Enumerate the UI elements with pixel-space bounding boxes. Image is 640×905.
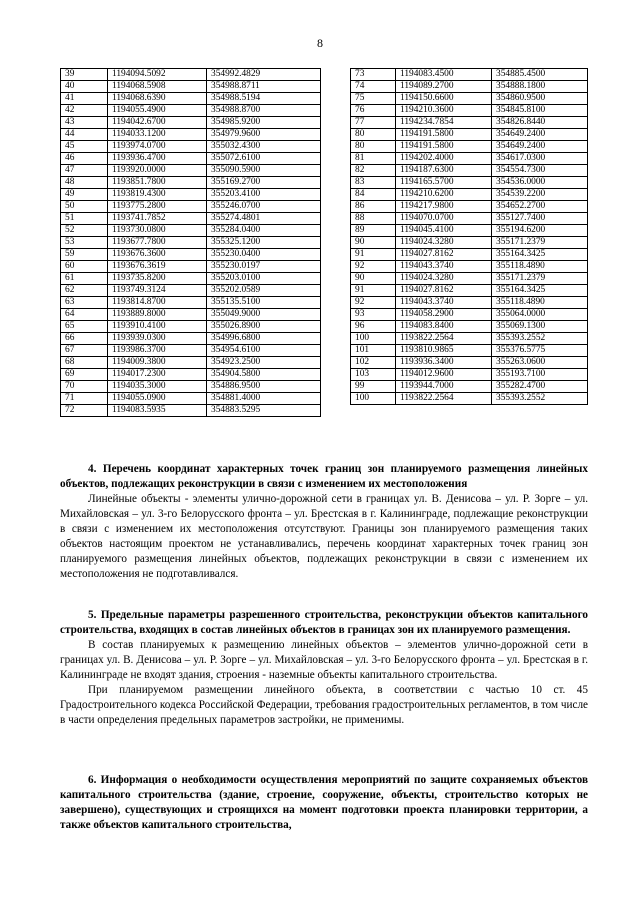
point-number-cell: 90 [351, 237, 396, 249]
table-row [351, 357, 588, 369]
x-coordinate-cell: 1194089.2700 [396, 81, 492, 93]
point-number-cell: 72 [61, 405, 108, 417]
y-coordinate-cell: 355393.2552 [492, 333, 588, 345]
x-coordinate-cell: 1194070.0700 [396, 213, 492, 225]
table-row [351, 165, 588, 177]
x-coordinate-cell: 1194202.4000 [396, 153, 492, 165]
y-coordinate-cell: 355193.7100 [492, 369, 588, 381]
y-coordinate-cell: 354885.4500 [492, 69, 588, 81]
y-coordinate-cell: 354536.0000 [492, 177, 588, 189]
table-row [61, 393, 321, 405]
section-5-body-2: При планируемом размещении линейного объекта, в соответствии с частью 10 ст. 45 Градостроительного кодекса Российской Федерации, требования градостроительных регламентов, в том числе в части определения предельных параметров застройки, не применимы. [60, 684, 588, 726]
table-row [61, 141, 321, 153]
x-coordinate-cell: 1194068.5908 [108, 81, 207, 93]
x-coordinate-cell: 1193986.3700 [108, 345, 207, 357]
y-coordinate-cell: 355246.0700 [207, 201, 321, 213]
point-number-cell: 92 [351, 261, 396, 273]
point-number-cell: 62 [61, 285, 108, 297]
x-coordinate-cell: 1193939.0300 [108, 333, 207, 345]
table-row [61, 261, 321, 273]
x-coordinate-cell: 1194024.3280 [396, 273, 492, 285]
point-number-cell: 51 [61, 213, 108, 225]
point-number-cell: 100 [351, 393, 396, 405]
table-row [61, 177, 321, 189]
section-6 [60, 773, 588, 833]
x-coordinate-cell: 1194017.2300 [108, 369, 207, 381]
x-coordinate-cell: 1193822.2564 [396, 333, 492, 345]
point-number-cell: 52 [61, 225, 108, 237]
table-row [351, 345, 588, 357]
y-coordinate-cell: 354652.2700 [492, 201, 588, 213]
point-number-cell: 47 [61, 165, 108, 177]
y-coordinate-cell: 355274.4801 [207, 213, 321, 225]
point-number-cell: 70 [61, 381, 108, 393]
table-row [351, 237, 588, 249]
point-number-cell: 53 [61, 237, 108, 249]
point-number-cell: 42 [61, 105, 108, 117]
section-5-heading: 5. Предельные параметры разрешенного строительства, реконструкции объектов капитального строительства, входящих в состав линейных объектов в границах зон их планируемого размещения. [60, 609, 588, 636]
x-coordinate-cell: 1194035.3000 [108, 381, 207, 393]
table-row [351, 177, 588, 189]
point-number-cell: 50 [61, 201, 108, 213]
x-coordinate-cell: 1193822.2564 [396, 393, 492, 405]
table-row [351, 117, 588, 129]
point-number-cell: 45 [61, 141, 108, 153]
table-row [61, 333, 321, 345]
table-row [61, 69, 321, 81]
x-coordinate-cell: 1193814.8700 [108, 297, 207, 309]
y-coordinate-cell: 355284.0400 [207, 225, 321, 237]
coordinates-table-right [350, 68, 588, 405]
table-row [61, 357, 321, 369]
table-row [61, 117, 321, 129]
table-row [351, 297, 588, 309]
y-coordinate-cell: 355263.0600 [492, 357, 588, 369]
table-row [351, 93, 588, 105]
x-coordinate-cell: 1193741.7852 [108, 213, 207, 225]
x-coordinate-cell: 1193819.4300 [108, 189, 207, 201]
point-number-cell: 102 [351, 357, 396, 369]
y-coordinate-cell: 355171.2379 [492, 273, 588, 285]
y-coordinate-cell: 355203.0100 [207, 273, 321, 285]
point-number-cell: 92 [351, 297, 396, 309]
section-6-heading: 6. Информация о необходимости осуществления мероприятий по защите сохраняемых объектов капитального строительства (здание, строение, сооружение, объекты, строительство которых не завершено), существующих и строящихся на момент подготовки проекта планировки территории, а также объектов капитального строительства, [60, 774, 588, 831]
table-row [61, 381, 321, 393]
x-coordinate-cell: 1194055.4900 [108, 105, 207, 117]
section-4-heading: 4. Перечень координат характерных точек границ зон планируемого размещения линейных объектов, подлежащих реконструкции в связи с изменением их местоположения [60, 463, 588, 490]
x-coordinate-cell: 1194033.1200 [108, 129, 207, 141]
y-coordinate-cell: 354988.8700 [207, 105, 321, 117]
x-coordinate-cell: 1194210.6200 [396, 189, 492, 201]
y-coordinate-cell: 355194.6200 [492, 225, 588, 237]
table-row [351, 321, 588, 333]
y-coordinate-cell: 355203.4100 [207, 189, 321, 201]
point-number-cell: 84 [351, 189, 396, 201]
point-number-cell: 41 [61, 93, 108, 105]
point-number-cell: 48 [61, 177, 108, 189]
table-row [351, 81, 588, 93]
x-coordinate-cell: 1194217.9800 [396, 201, 492, 213]
y-coordinate-cell: 355135.5100 [207, 297, 321, 309]
section-4-body: Линейные объекты - элементы улично-дорожной сети в границах ул. В. Денисова – ул. Р. Зорге – ул. Михайловская – ул. 3-го Белорусского фронта – ул. Брестская в г. Калининграде, подлежащие реконструкции в связи с изменением их местоположения отсутствуют. Границы зон планируемого размещения таких объектов настоящим проектом не устанавливались, перечень координат характерных точек границ зон планируемого размещения линейных объектов, подлежащих реконструкции в связи с изменением их местоположения не подготавливался. [60, 493, 588, 580]
x-coordinate-cell: 1194187.6300 [396, 165, 492, 177]
table-row [351, 225, 588, 237]
table-row [351, 129, 588, 141]
y-coordinate-cell: 354860.9500 [492, 93, 588, 105]
point-number-cell: 88 [351, 213, 396, 225]
table-row [61, 93, 321, 105]
point-number-cell: 91 [351, 249, 396, 261]
point-number-cell: 82 [351, 165, 396, 177]
x-coordinate-cell: 1194027.8162 [396, 249, 492, 261]
x-coordinate-cell: 1194234.7854 [396, 117, 492, 129]
x-coordinate-cell: 1194083.8400 [396, 321, 492, 333]
point-number-cell: 93 [351, 309, 396, 321]
y-coordinate-cell: 354979.9600 [207, 129, 321, 141]
y-coordinate-cell: 355090.5900 [207, 165, 321, 177]
y-coordinate-cell: 355118.4890 [492, 297, 588, 309]
y-coordinate-cell: 354988.5194 [207, 93, 321, 105]
table-row [351, 153, 588, 165]
table-row [351, 261, 588, 273]
coordinates-table-left [60, 68, 321, 417]
table-row [351, 285, 588, 297]
point-number-cell: 76 [351, 105, 396, 117]
point-number-cell: 60 [61, 261, 108, 273]
y-coordinate-cell: 354554.7300 [492, 165, 588, 177]
table-row [351, 213, 588, 225]
table-row [351, 381, 588, 393]
point-number-cell: 89 [351, 225, 396, 237]
y-coordinate-cell: 355127.7400 [492, 213, 588, 225]
x-coordinate-cell: 1193910.4100 [108, 321, 207, 333]
table-row [61, 369, 321, 381]
y-coordinate-cell: 354954.6100 [207, 345, 321, 357]
point-number-cell: 39 [61, 69, 108, 81]
point-number-cell: 103 [351, 369, 396, 381]
x-coordinate-cell: 1193920.0000 [108, 165, 207, 177]
x-coordinate-cell: 1194043.3740 [396, 261, 492, 273]
point-number-cell: 64 [61, 309, 108, 321]
y-coordinate-cell: 355072.6100 [207, 153, 321, 165]
y-coordinate-cell: 355230.0197 [207, 261, 321, 273]
x-coordinate-cell: 1194191.5800 [396, 129, 492, 141]
y-coordinate-cell: 355282.4700 [492, 381, 588, 393]
x-coordinate-cell: 1193676.3619 [108, 261, 207, 273]
table-row [351, 309, 588, 321]
x-coordinate-cell: 1194009.3800 [108, 357, 207, 369]
point-number-cell: 96 [351, 321, 396, 333]
y-coordinate-cell: 355064.0000 [492, 309, 588, 321]
y-coordinate-cell: 354985.9200 [207, 117, 321, 129]
point-number-cell: 49 [61, 189, 108, 201]
table-row [351, 189, 588, 201]
table-row [351, 273, 588, 285]
table-row [61, 201, 321, 213]
y-coordinate-cell: 355171.2379 [492, 237, 588, 249]
table-row [61, 237, 321, 249]
x-coordinate-cell: 1194042.6700 [108, 117, 207, 129]
x-coordinate-cell: 1193936.4700 [108, 153, 207, 165]
table-row [61, 249, 321, 261]
y-coordinate-cell: 354923.2500 [207, 357, 321, 369]
table-row [61, 153, 321, 165]
table-row [61, 165, 321, 177]
section-5 [60, 608, 588, 728]
y-coordinate-cell: 354826.8440 [492, 117, 588, 129]
x-coordinate-cell: 1194024.3280 [396, 237, 492, 249]
point-number-cell: 40 [61, 81, 108, 93]
y-coordinate-cell: 354649.2400 [492, 141, 588, 153]
x-coordinate-cell: 1194094.5092 [108, 69, 207, 81]
point-number-cell: 90 [351, 273, 396, 285]
x-coordinate-cell: 1194058.2900 [396, 309, 492, 321]
point-number-cell: 73 [351, 69, 396, 81]
y-coordinate-cell: 354881.4000 [207, 393, 321, 405]
y-coordinate-cell: 355325.1200 [207, 237, 321, 249]
point-number-cell: 43 [61, 117, 108, 129]
point-number-cell: 99 [351, 381, 396, 393]
x-coordinate-cell: 1193749.3124 [108, 285, 207, 297]
table-row [61, 225, 321, 237]
y-coordinate-cell: 355202.0589 [207, 285, 321, 297]
x-coordinate-cell: 1194191.5800 [396, 141, 492, 153]
point-number-cell: 44 [61, 129, 108, 141]
y-coordinate-cell: 354845.8100 [492, 105, 588, 117]
table-row [61, 129, 321, 141]
y-coordinate-cell: 355118.4890 [492, 261, 588, 273]
point-number-cell: 77 [351, 117, 396, 129]
table-row [351, 393, 588, 405]
y-coordinate-cell: 355032.4300 [207, 141, 321, 153]
y-coordinate-cell: 355393.2552 [492, 393, 588, 405]
point-number-cell: 71 [61, 393, 108, 405]
table-row [61, 321, 321, 333]
table-row [351, 141, 588, 153]
table-row [351, 249, 588, 261]
table-row [61, 297, 321, 309]
x-coordinate-cell: 1194165.5700 [396, 177, 492, 189]
x-coordinate-cell: 1194083.5935 [108, 405, 207, 417]
table-row [61, 345, 321, 357]
table-row [61, 309, 321, 321]
point-number-cell: 65 [61, 321, 108, 333]
x-coordinate-cell: 1194043.3740 [396, 297, 492, 309]
y-coordinate-cell: 355376.5775 [492, 345, 588, 357]
x-coordinate-cell: 1193677.7800 [108, 237, 207, 249]
y-coordinate-cell: 354888.1800 [492, 81, 588, 93]
x-coordinate-cell: 1193810.9865 [396, 345, 492, 357]
x-coordinate-cell: 1194045.4100 [396, 225, 492, 237]
table-row [61, 213, 321, 225]
x-coordinate-cell: 1193730.0800 [108, 225, 207, 237]
section-4 [60, 462, 588, 582]
x-coordinate-cell: 1193676.3600 [108, 249, 207, 261]
point-number-cell: 80 [351, 129, 396, 141]
section-5-body-1: В состав планируемых к размещению линейных объектов – элементов улично-дорожной сети в границах ул. В. Денисова – ул. Р. Зорге – ул. Михайловская – ул. 3-го Белорусского фронта – ул. Брестская в г. Калининграде не входят здания, строения - наземные объекты капитального строительства. [60, 639, 588, 681]
point-number-cell: 63 [61, 297, 108, 309]
y-coordinate-cell: 355026.8900 [207, 321, 321, 333]
x-coordinate-cell: 1194068.6390 [108, 93, 207, 105]
table-row [61, 105, 321, 117]
table-row [61, 285, 321, 297]
x-coordinate-cell: 1194012.9600 [396, 369, 492, 381]
point-number-cell: 61 [61, 273, 108, 285]
table-row [351, 105, 588, 117]
x-coordinate-cell: 1193775.2800 [108, 201, 207, 213]
y-coordinate-cell: 355049.9000 [207, 309, 321, 321]
point-number-cell: 80 [351, 141, 396, 153]
x-coordinate-cell: 1194027.8162 [396, 285, 492, 297]
page-number: 8 [317, 36, 323, 50]
y-coordinate-cell: 355069.1300 [492, 321, 588, 333]
point-number-cell: 81 [351, 153, 396, 165]
point-number-cell: 86 [351, 201, 396, 213]
y-coordinate-cell: 354539.2200 [492, 189, 588, 201]
table-row [351, 333, 588, 345]
point-number-cell: 83 [351, 177, 396, 189]
y-coordinate-cell: 354617.0300 [492, 153, 588, 165]
x-coordinate-cell: 1193889.8000 [108, 309, 207, 321]
y-coordinate-cell: 354883.5295 [207, 405, 321, 417]
y-coordinate-cell: 354996.6800 [207, 333, 321, 345]
point-number-cell: 59 [61, 249, 108, 261]
y-coordinate-cell: 354904.5800 [207, 369, 321, 381]
x-coordinate-cell: 1193936.3400 [396, 357, 492, 369]
point-number-cell: 69 [61, 369, 108, 381]
y-coordinate-cell: 354988.8711 [207, 81, 321, 93]
table-row [351, 201, 588, 213]
table-row [61, 405, 321, 417]
x-coordinate-cell: 1193974.0700 [108, 141, 207, 153]
point-number-cell: 74 [351, 81, 396, 93]
point-number-cell: 100 [351, 333, 396, 345]
x-coordinate-cell: 1194055.0900 [108, 393, 207, 405]
point-number-cell: 67 [61, 345, 108, 357]
table-row [351, 369, 588, 381]
table-row [351, 69, 588, 81]
point-number-cell: 75 [351, 93, 396, 105]
table-row [61, 189, 321, 201]
x-coordinate-cell: 1194083.4500 [396, 69, 492, 81]
y-coordinate-cell: 354649.2400 [492, 129, 588, 141]
point-number-cell: 91 [351, 285, 396, 297]
table-row [61, 81, 321, 93]
y-coordinate-cell: 355164.3425 [492, 285, 588, 297]
point-number-cell: 101 [351, 345, 396, 357]
x-coordinate-cell: 1194210.3600 [396, 105, 492, 117]
y-coordinate-cell: 355230.0400 [207, 249, 321, 261]
point-number-cell: 68 [61, 357, 108, 369]
table-row [61, 273, 321, 285]
point-number-cell: 46 [61, 153, 108, 165]
y-coordinate-cell: 355169.2700 [207, 177, 321, 189]
x-coordinate-cell: 1193851.7800 [108, 177, 207, 189]
x-coordinate-cell: 1193735.8200 [108, 273, 207, 285]
point-number-cell: 66 [61, 333, 108, 345]
y-coordinate-cell: 355164.3425 [492, 249, 588, 261]
y-coordinate-cell: 354886.9500 [207, 381, 321, 393]
y-coordinate-cell: 354992.4829 [207, 69, 321, 81]
x-coordinate-cell: 1194150.6600 [396, 93, 492, 105]
x-coordinate-cell: 1193944.7000 [396, 381, 492, 393]
